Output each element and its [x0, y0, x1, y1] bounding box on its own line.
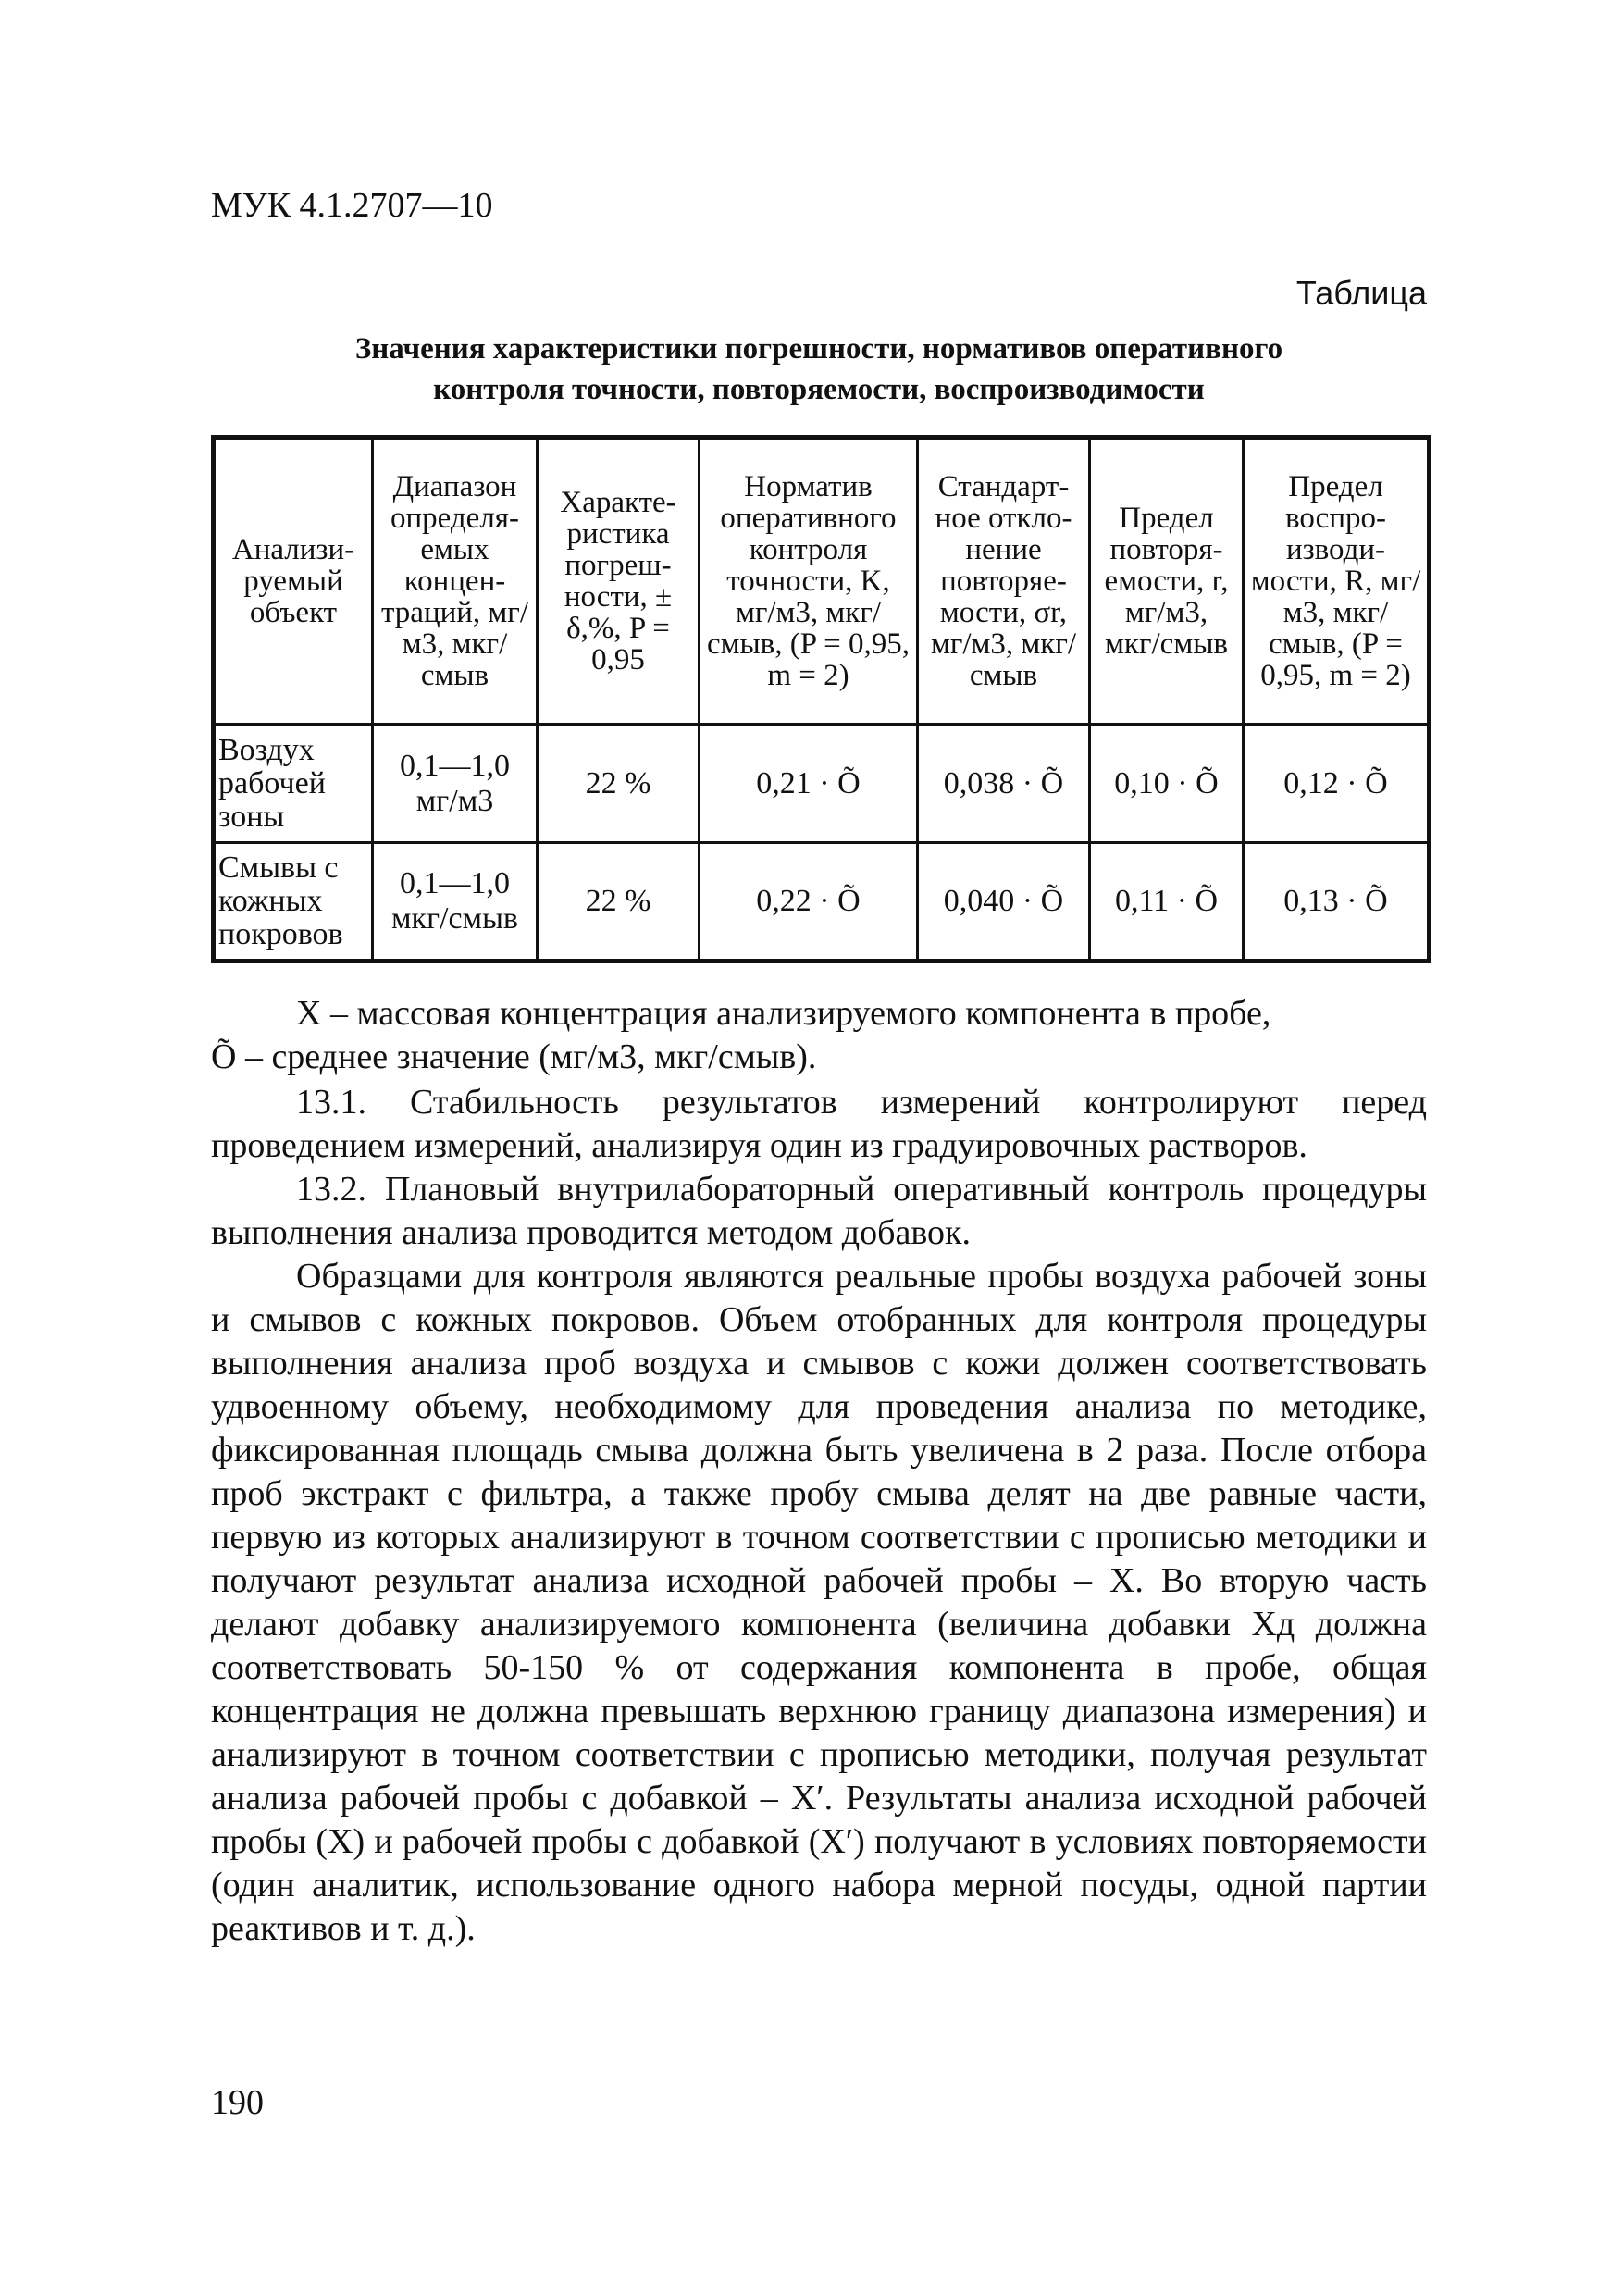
table-header-row [214, 438, 1430, 725]
cell-error: 22 % [538, 725, 700, 843]
cell-sigma: 0,040 · Õ [918, 843, 1090, 962]
column-header-range: Диапазон определя-емых концен-траций, мг/м3, мкг/смыв [373, 438, 538, 725]
note-mean: Õ – среднее значение (мг/м3, мкг/смыв). [211, 1037, 817, 1076]
paragraph-13-2: 13.2. Плановый внутрилабораторный оперативный контроль процедуры выполнения анализа проводится методом добавок. [211, 1170, 1427, 1252]
column-header-object: Анализи-руемый объект [214, 438, 373, 725]
table-caption [211, 329, 1427, 410]
cell-sigma: 0,038 · Õ [918, 725, 1090, 843]
cell-object: Смывы с кожных покровов [214, 843, 373, 962]
table-caption-line: Значения характеристики погрешности, нормативов оперативного [354, 332, 1283, 366]
column-header-k: Норматив оперативного контроля точности, K, мг/м3, мкг/смыв, (P = 0,95, m = 2) [700, 438, 918, 725]
note-x: X – массовая концентрация анализируемого компонента в пробе, [296, 994, 1271, 1033]
table-row [214, 725, 1430, 843]
values-table [211, 435, 1431, 963]
column-header-sigma: Стандарт-ное откло-нение повторяе-мости, σr, мг/м3, мкг/смыв [918, 438, 1090, 725]
cell-range: 0,1—1,0 мкг/смыв [373, 843, 538, 962]
cell-r: 0,11 · Õ [1090, 843, 1244, 962]
table-row [214, 843, 1430, 962]
document-code: МУК 4.1.2707—10 [211, 186, 493, 225]
table-label: Таблица [1295, 274, 1427, 312]
cell-r: 0,10 · Õ [1090, 725, 1244, 843]
cell-R: 0,13 · Õ [1244, 843, 1430, 962]
page-number: 190 [211, 2083, 264, 2122]
paragraph-13-1: 13.1. Стабильность результатов измерений контролируют перед проведением измерений, анализируя один из градуировочных растворов. [211, 1083, 1427, 1165]
cell-error: 22 % [538, 843, 700, 962]
column-header-r: Предел повторя-емости, r, мг/м3, мкг/смыв [1090, 438, 1244, 725]
paragraph-control-samples: Образцами для контроля являются реальные пробы воздуха рабочей зоны и смывов с кожных покровов. Объем отобранных для контроля процедуры выполнения анализа проб воздуха и смывов с кожи должен соответствовать удвоенному объему, необходимому для проведения анализа по методике, фиксированная площадь смыва должна быть увеличена в 2 раза. После отбора проб экстракт с фильтра, а также пробу смыва делят на две равные части, первую из которых анализируют в точном соответствии с прописью методики и получают результат анализа исходной рабочей пробы – X. Во вторую часть делают добавку анализируемого компонента (величина добавки Xд должна соответствовать 50-150 % от содержания компонента в пробе, общая концентрация не должна превышать верхнюю границу диапазона измерения) и анализируют в точном соответствии с прописью методики, получая результат анализа рабочей пробы с добавкой – X′. Результаты анализа исходной рабочей пробы (X) и рабочей пробы с добавкой (X′) получают в условиях повторяемости (один аналитик, использование одного набора мерной посуды, одной партии реактивов и т. д.). [211, 1257, 1427, 1948]
cell-k: 0,22 · Õ [700, 843, 918, 962]
table-caption-line: контроля точности, повторяемости, воспроизводимости [433, 373, 1205, 406]
cell-R: 0,12 · Õ [1244, 725, 1430, 843]
cell-range: 0,1—1,0 мг/м3 [373, 725, 538, 843]
column-header-R: Предел воспро-изводи-мости, R, мг/м3, мкг/смыв, (P = 0,95, m = 2) [1244, 438, 1430, 725]
column-header-error: Характе-ристика погреш-ности, ± δ,%, P = 0,95 [538, 438, 700, 725]
cell-k: 0,21 · Õ [700, 725, 918, 843]
cell-object: Воздух рабочей зоны [214, 725, 373, 843]
